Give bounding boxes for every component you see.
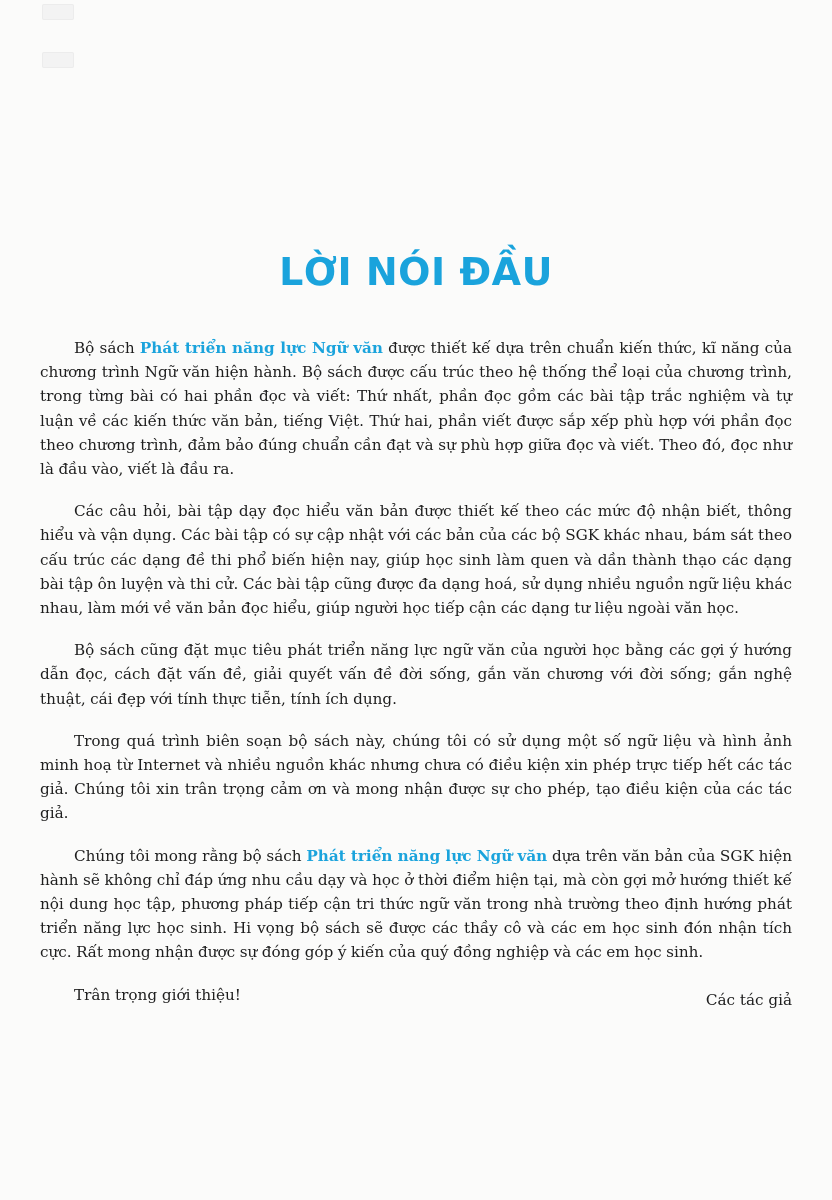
paragraph-1-intro: Bộ sách <box>74 339 140 357</box>
paragraph-3: Bộ sách cũng đặt mục tiêu phát triển năng lực ngữ văn của người học bằng các gợi ý hướng dẫn đọc, cách đặt vấn đề, giải quyết vấn đề đời sống, gắn văn chương với đời sống; gắn nghệ thuật, cái đẹp với tính thực tiễn, tính ích dụng. <box>40 641 792 708</box>
book-title-highlight: Phát triển năng lực Ngữ văn <box>139 339 383 357</box>
scan-mark <box>42 4 74 20</box>
page-title: LỜI NÓI ĐẦU <box>279 250 553 294</box>
paragraph-5-intro: Chúng tôi mong rằng bộ sách <box>74 846 307 865</box>
paragraph-1 <box>40 336 792 481</box>
paragraph-5 <box>40 844 792 965</box>
paragraph-2: Các câu hỏi, bài tập dạy đọc hiểu văn bản được thiết kế theo các mức độ nhận biết, thông hiểu và vận dụng. Các bài tập có sự cập nhật với các bản của các bộ SGK khác nhau, bám sát theo cấu trúc các dạng đề thi phổ biến hiện nay, giúp học sinh làm quen và dần thành thạo các dạng bài tập ôn luyện và thi cử. Các bài tập cũng được đa dạng hoá, sử dụng nhiều nguồn ngữ liệu khác nhau, làm mới về văn bản đọc hiểu, giúp người học tiếp cận các dạng tư liệu ngoài văn học. <box>40 502 792 618</box>
book-title-highlight: Phát triển năng lực Ngữ văn <box>306 846 548 865</box>
body-text <box>40 336 792 1025</box>
paragraph-5-rest: dựa trên văn bản của SGK hiện hành sẽ không chỉ đáp ứng nhu cầu dạy và học ở thời điểm hiện tại, mà còn gợi mở hướng thiết kế nội dung học tập, phương pháp tiếp cận tri thức ngữ văn trong nhà trường theo định hướng phát triển năng lực học sinh. Hi vọng bộ sách sẽ được các thầy cô và các em học sinh đón nhận tích cực. Rất mong nhận được sự đóng góp ý kiến của quý đồng nghiệp và các em học sinh. <box>40 846 793 962</box>
paragraph-1-rest: được thiết kế dựa trên chuẩn kiến thức, kĩ năng của chương trình Ngữ văn hiện hành. Bộ sách được cấu trúc theo hệ thống thể loại của chương trình, trong từng bài có hai phần đọc và viết: Thứ nhất, phần đọc gồm các bài tập trắc nghiệm và tự luận về các kiến thức văn bản, tiếng Việt. Thứ hai, phần viết được sắp xếp phù hợp với phần đọc theo chương trình, đảm bảo đúng chuẩn cần đạt và sự phù hợp giữa đọc và viết. Theo đó, đọc như là đầu vào, viết là đầu ra. <box>40 339 793 479</box>
signature: Các tác giả <box>705 991 792 1009</box>
paragraph-4: Trong quá trình biên soạn bộ sách này, chúng tôi có sử dụng một số ngữ liệu và hình ảnh minh hoạ từ Internet và nhiều nguồn khác nhưng chưa có điều kiện xin phép trực tiếp hết các tác giả. Chúng tôi xin trân trọng cảm ơn và mong nhận được sự cho phép, tạo điều kiện của các tác giả. <box>40 731 792 823</box>
scan-mark <box>42 52 74 68</box>
closing-line: Trân trọng giới thiệu! <box>74 985 241 1004</box>
